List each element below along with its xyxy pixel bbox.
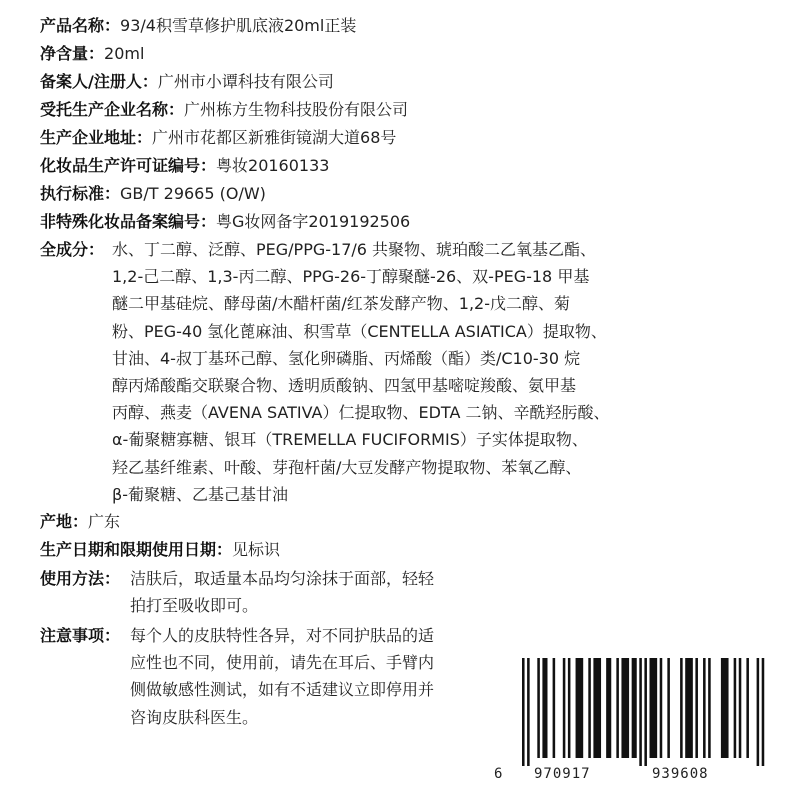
barcode-guard-bar [757,658,760,766]
ingredients-line: 甘油、4-叔丁基环己醇、氢化卵磷脂、丙烯酸（酯）类/C10-30 烷 [112,348,581,368]
barcode-first-digit: 6 [494,766,504,782]
field-label: 化妆品生产许可证编号： [40,156,217,175]
caution-line: 侧做敏感性测试，如有不适建议立即停用并 [130,680,435,700]
field-value: 93/4积雪草修护肌底液20ml正装 [120,16,357,35]
barcode-bar [685,658,693,758]
barcode-bar [616,658,619,758]
field-filing-number [40,208,778,235]
barcode-bar [721,658,729,758]
field-standard [40,180,778,207]
barcode-bar [746,658,749,758]
caution-line: 应性也不同，使用前，请先在耳后、手臂内 [130,653,435,673]
barcode-guard-bar [522,658,525,766]
barcode-guard-bar [762,658,765,766]
ingredients-list [112,236,610,508]
barcode-bar [680,658,683,758]
barcode-bar [703,658,706,758]
barcode-bar [553,658,556,758]
field-label: 产品名称： [40,16,121,35]
usage-line: 洁肤后，取适量本品均匀涂抹于面部，轻轻 [130,569,435,588]
field-value: 粤妆20160133 [216,156,330,175]
caution-label: 注意事项： [40,626,121,645]
usage-label: 使用方法： [40,569,121,588]
barcode-bar [593,658,601,758]
caution-line: 咨询皮肤科医生。 [130,707,259,727]
caution-text [130,622,434,731]
field-label: 生产企业地址： [40,128,153,147]
field-origin [40,508,778,535]
ingredients-line: 醇丙烯酸酯交联聚合物、透明质酸钠、四氢甲基嘧啶羧酸、氨甲基 [112,375,577,395]
ingredients-line: α-葡聚糖寡糖、银耳（TREMELLA FUCIFORMIS）子实体提取物、 [112,430,588,450]
barcode-bar [537,658,540,758]
barcode-bar [588,658,591,758]
field-label: 非特殊化妆品备案编号： [40,212,217,231]
barcode-bar [632,658,637,758]
field-value: 20ml [104,44,145,63]
barcode-bar [708,658,711,758]
field-label: 受托生产企业名称： [40,100,185,119]
field-value: 广州市花都区新雅街镜湖大道68号 [152,128,397,147]
field-label: 产地： [40,512,89,531]
barcode-guard-bar [644,658,647,766]
barcode-right-digits: 939608 [652,766,709,782]
ingredients-line: 醚二甲基硅烷、酵母菌/木醋杆菌/红茶发酵产物、1,2-戊二醇、菊 [112,294,571,314]
barcode-bar [695,658,698,758]
barcode-bar [568,658,571,758]
field-manufacturer-address [40,124,778,151]
barcode-bar [739,658,742,758]
ingredients-line: 1,2-己二醇、1,3-丙二醇、PPG-26-丁醇聚醚-26、双-PEG-18 甲基 [112,267,590,287]
field-manufacturer [40,96,778,123]
barcode-bar [667,658,670,758]
barcode-bar [650,658,658,758]
field-label: 执行标准： [40,184,121,203]
field-label: 备案人/注册人： [40,72,158,91]
barcode-left-digits: 970917 [534,766,591,782]
ingredients-line: 粉、PEG-40 氢化蓖麻油、积雪草（CENTELLA ASIATICA）提取物、 [112,321,607,341]
field-license-number [40,152,778,179]
barcode-bar [621,658,629,758]
field-registrant [40,68,778,95]
field-label: 生产日期和限期使用日期： [40,540,233,559]
field-value: 广州市小谭科技有限公司 [157,72,334,91]
field-product-name [40,12,778,39]
ingredients-line: 羟乙基纤维素、叶酸、芽孢杆菌/大豆发酵产物提取物、苯氧乙醇、 [112,457,582,477]
field-value: 广州栋方生物科技股份有限公司 [184,100,409,119]
barcode-bar [734,658,737,758]
barcode-guard-bar [639,658,642,766]
barcode-guard-bar [527,658,530,766]
field-value: 见标识 [232,540,281,559]
ingredients-line: 水、丁二醇、泛醇、PEG/PPG-17/6 共聚物、琥珀酸二乙氧基乙酯、 [112,240,597,259]
field-value: 广东 [88,512,121,531]
usage-line: 拍打至吸收即可。 [130,596,259,616]
field-net-content [40,40,778,67]
barcode-bar [563,658,566,758]
barcode-bar [660,658,663,758]
barcode-bars [494,658,794,766]
barcode-bar [542,658,547,758]
usage-text [130,565,434,619]
barcode-bar [606,658,611,758]
field-dates [40,536,778,563]
field-label: 净含量： [40,44,105,63]
ingredients-label: 全成分： [40,240,105,259]
ingredients-line: β-葡聚糖、乙基己基甘油 [112,484,288,504]
barcode [494,658,794,788]
field-value: GB/T 29665 (O/W) [120,184,266,203]
barcode-bar [576,658,584,758]
caution-line: 每个人的皮肤特性各异，对不同护肤品的适 [130,626,435,645]
field-value: 粤G妆网备字2019192506 [216,212,411,231]
ingredients-line: 丙醇、燕麦（AVENA SATIVA）仁提取物、EDTA 二钠、辛酰羟肟酸、 [112,403,610,423]
